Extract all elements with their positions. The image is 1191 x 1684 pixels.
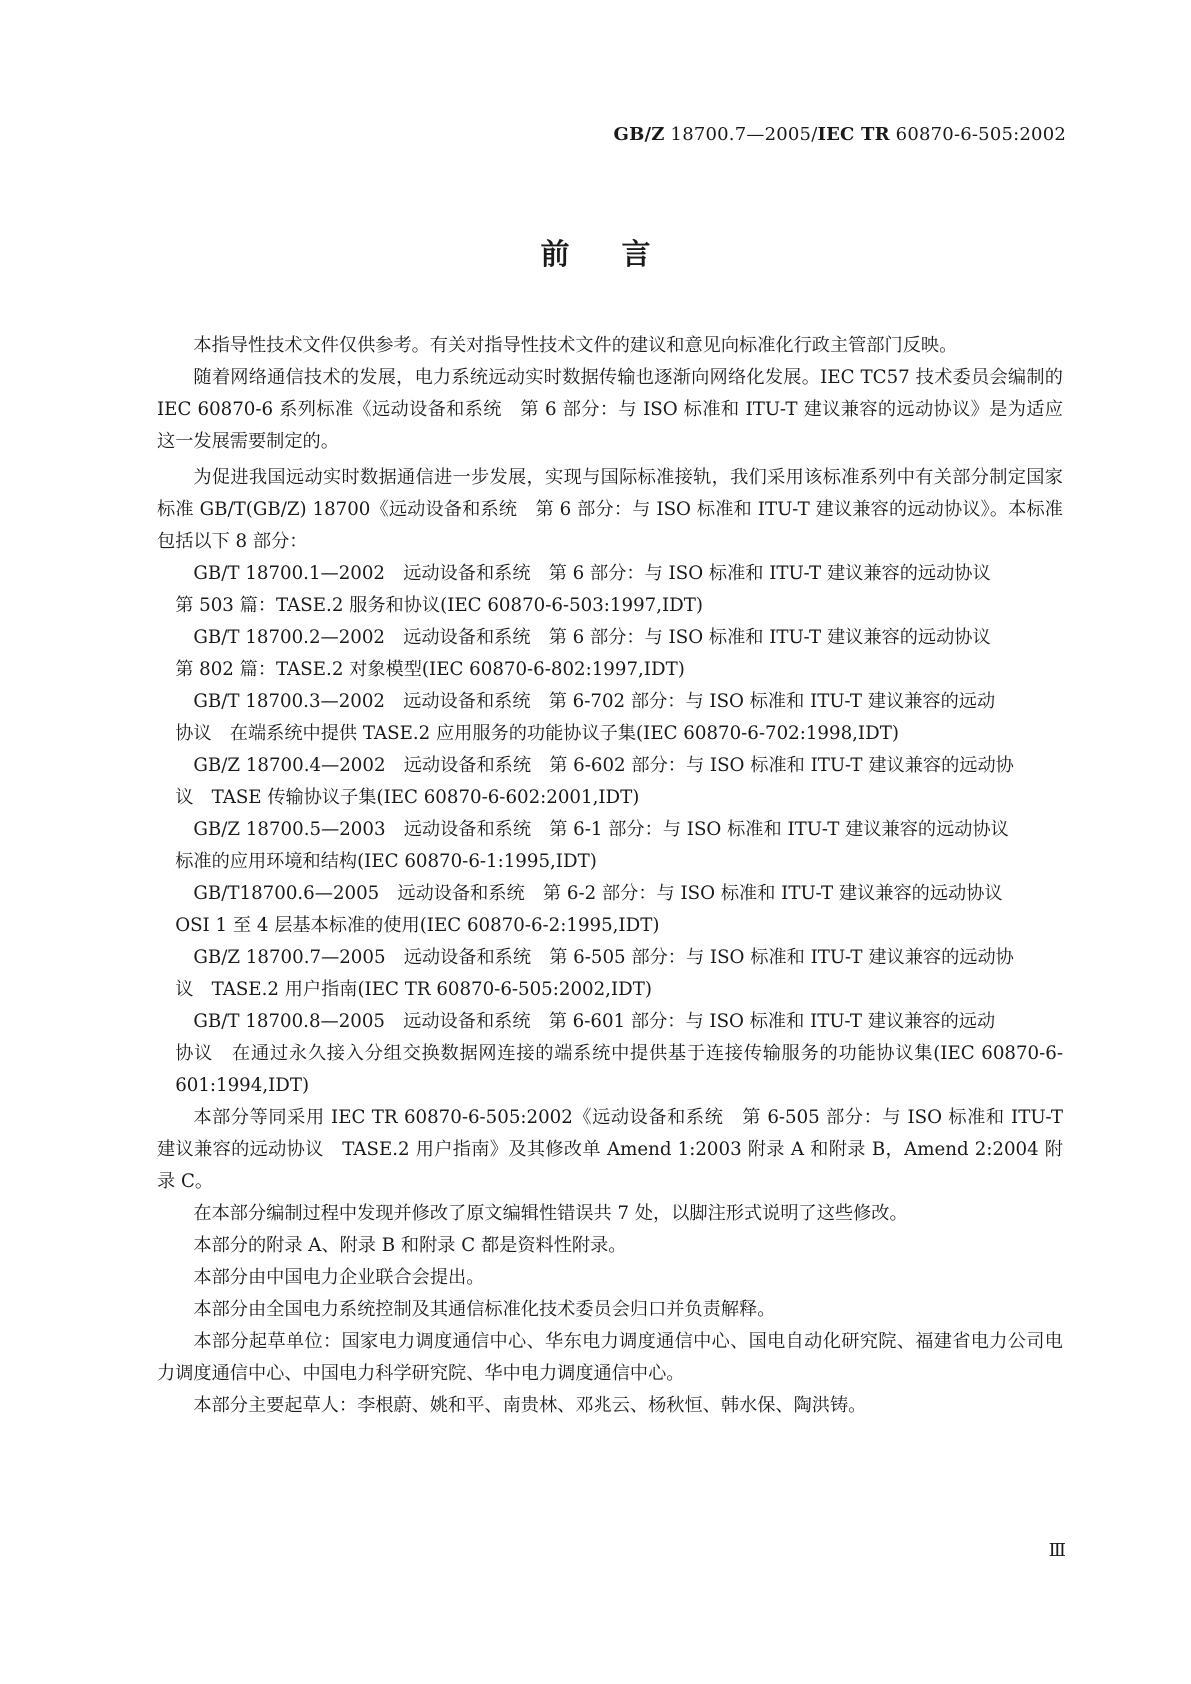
- paragraph: 本指导性技术文件仅供参考。有关对指导性技术文件的建议和意见向标准化行政主管部门反映。: [193, 335, 958, 356]
- paragraph: 本部分主要起草人：李根蔚、姚和平、南贵林、邓兆云、杨秋恒、韩水保、陶洪铸。: [193, 1395, 867, 1416]
- standard-list-item: [157, 814, 1063, 878]
- iec-prefix: IEC TR: [817, 124, 890, 145]
- standard-line: 议 TASE 传输协议子集(IEC 60870-6-602:2001,IDT): [175, 787, 640, 808]
- page-title: 前言: [540, 237, 703, 271]
- standard-line: 标准的应用环境和结构(IEC 60870-6-1:1995,IDT): [175, 851, 597, 872]
- standard-list-item: [157, 622, 1063, 686]
- paragraph: 本部分由中国电力企业联合会提出。: [193, 1267, 485, 1288]
- document-body: [157, 330, 1063, 1422]
- standard-list-item: [157, 686, 1063, 750]
- paragraph: 为促进我国远动实时数据通信进一步发展，实现与国际标准接轨，我们采用该标准系列中有关部分制定国家标准 GB/T(GB/Z) 18700《远动设备和系统 第 6 部分：与 ISO 标准和 ITU-T 建议兼容的远动协议》。本标准包括以下 8 部分：: [157, 467, 1063, 552]
- standard-line: GB/T18700.6—2005 远动设备和系统 第 6-2 部分：与 ISO 标准和 ITU-T 建议兼容的远动协议: [193, 883, 1003, 904]
- standard-list-item: [157, 878, 1063, 942]
- standard-line: 议 TASE.2 用户指南(IEC TR 60870-6-505:2002,IDT): [175, 979, 652, 1000]
- standard-list-item: [157, 942, 1063, 1006]
- std-number: 18700.7—2005/: [664, 124, 818, 145]
- standard-line: OSI 1 至 4 层基本标准的使用(IEC 60870-6-2:1995,IDT): [175, 915, 660, 936]
- standard-list-item: [157, 1006, 1063, 1102]
- standard-line: 协议 在通过永久接入分组交换数据网连接的端系统中提供基于连接传输服务的功能协议集(IEC 60870-6-601:1994,IDT): [175, 1043, 1063, 1096]
- standard-header: [614, 124, 1066, 145]
- standard-list-item: [157, 750, 1063, 814]
- paragraph: 本部分等同采用 IEC TR 60870-6-505:2002《远动设备和系统 第 6-505 部分：与 ISO 标准和 ITU-T 建议兼容的远动协议 TASE.2 用户指南》及其修改单 Amend 1:2003 附录 A 和附录 B，Amend 2:2004 附录 C。: [157, 1107, 1063, 1192]
- paragraph: 本部分的附录 A、附录 B 和附录 C 都是资料性附录。: [193, 1235, 627, 1256]
- paragraph: 本部分起草单位：国家电力调度通信中心、华东电力调度通信中心、国电自动化研究院、福建省电力公司电力调度通信中心、中国电力科学研究院、华中电力调度通信中心。: [157, 1331, 1063, 1384]
- standard-line: GB/Z 18700.5—2003 远动设备和系统 第 6-1 部分：与 ISO 标准和 ITU-T 建议兼容的远动协议: [193, 819, 1009, 840]
- paragraph: 随着网络通信技术的发展，电力系统远动实时数据传输也逐渐向网络化发展。IEC TC57 技术委员会编制的 IEC 60870-6 系列标准《远动设备和系统 第 6 部分：与 ISO 标准和 ITU-T 建议兼容的远动协议》是为适应这一发展需要制定的。: [157, 367, 1063, 452]
- std-prefix: GB/Z: [613, 124, 665, 145]
- paragraph: 本部分由全国电力系统控制及其通信标准化技术委员会归口并负责解释。: [193, 1299, 776, 1320]
- standard-line: 第 503 篇：TASE.2 服务和协议(IEC 60870-6-503:1997,IDT): [175, 595, 703, 616]
- standard-line: GB/Z 18700.7—2005 远动设备和系统 第 6-505 部分：与 ISO 标准和 ITU-T 建议兼容的远动协: [193, 947, 1014, 968]
- standard-line: GB/T 18700.2—2002 远动设备和系统 第 6 部分：与 ISO 标准和 ITU-T 建议兼容的远动协议: [193, 627, 991, 648]
- standard-line: GB/T 18700.3—2002 远动设备和系统 第 6-702 部分：与 ISO 标准和 ITU-T 建议兼容的远动: [193, 691, 996, 712]
- standard-line: GB/T 18700.8—2005 远动设备和系统 第 6-601 部分：与 ISO 标准和 ITU-T 建议兼容的远动: [193, 1011, 996, 1032]
- standard-line: 协议 在端系统中提供 TASE.2 应用服务的功能协议子集(IEC 60870-6-702:1998,IDT): [175, 723, 899, 744]
- standard-line: 第 802 篇：TASE.2 对象模型(IEC 60870-6-802:1997,IDT): [175, 659, 685, 680]
- iec-number: 60870-6-505:2002: [889, 124, 1066, 145]
- standard-line: GB/T 18700.1—2002 远动设备和系统 第 6 部分：与 ISO 标准和 ITU-T 建议兼容的远动协议: [193, 563, 991, 584]
- standard-list-item: [157, 558, 1063, 622]
- standard-line: GB/Z 18700.4—2002 远动设备和系统 第 6-602 部分：与 ISO 标准和 ITU-T 建议兼容的远动协: [193, 755, 1014, 776]
- paragraph: 在本部分编制过程中发现并修改了原文编辑性错误共 7 处，以脚注形式说明了这些修改。: [193, 1203, 908, 1224]
- page-number: Ⅲ: [1048, 1540, 1066, 1561]
